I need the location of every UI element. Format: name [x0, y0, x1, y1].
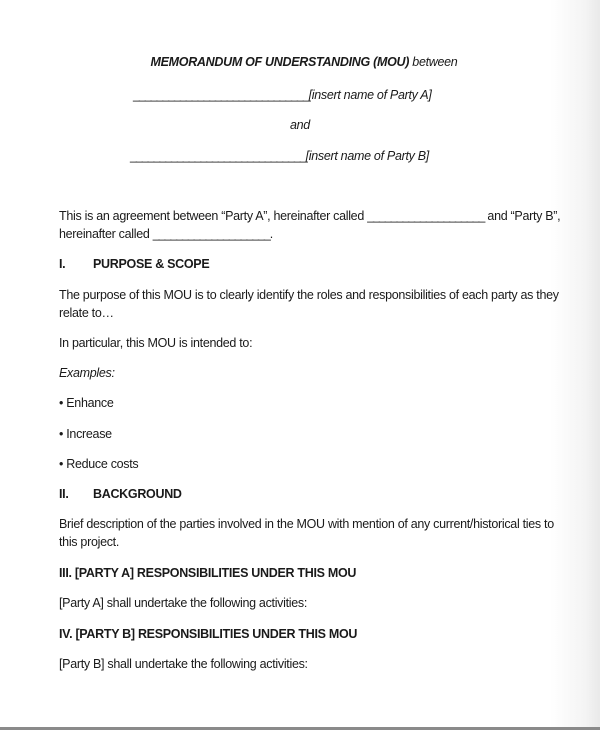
section-title: [PARTY A] RESPONSIBILITIES UNDER THIS MOU — [74, 566, 357, 580]
page-edge-shadow — [550, 0, 600, 730]
intro-blank-1: ____________________ — [367, 209, 485, 223]
section-party-b-heading — [59, 625, 357, 643]
party-b-para: [Party B] shall undertake the following activities: — [59, 657, 308, 671]
section-purpose-heading — [59, 255, 209, 273]
document-title — [59, 53, 549, 71]
list-item: • Reduce costs — [59, 457, 139, 471]
section-title: [PARTY B] RESPONSIBILITIES UNDER THIS MOU — [75, 627, 358, 641]
party-b-name-line — [130, 147, 429, 165]
purpose-particular: In particular, this MOU is intended to: — [59, 336, 253, 350]
intro-line-2 — [59, 225, 273, 243]
section-background-heading — [59, 485, 182, 503]
intro-text-1-end: and “Party B”, — [487, 209, 561, 223]
title-between: between — [409, 55, 458, 69]
party-a-name-line — [133, 86, 432, 104]
party-a-placeholder: [insert name of Party A] — [308, 88, 432, 102]
background-para-line-1: Brief description of the parties involved in the MOU with mention of any current/historical ties to — [59, 517, 554, 531]
section-title: BACKGROUND — [93, 487, 182, 501]
intro-text-1: This is an agreement between “Party A”, hereinafter called — [59, 209, 364, 223]
section-number: I. — [59, 257, 66, 271]
intro-line-1 — [59, 207, 560, 225]
background-para-line-2: this project. — [59, 535, 120, 549]
section-number: II. — [59, 487, 69, 501]
party-b-blank: ______________________________ — [130, 149, 306, 163]
section-party-a-heading — [59, 564, 356, 582]
party-a-para: [Party A] shall undertake the following activities: — [59, 596, 308, 610]
section-title: PURPOSE & SCOPE — [93, 257, 210, 271]
examples-label: Examples: — [59, 366, 115, 380]
intro-text-2: hereinafter called — [59, 227, 150, 241]
section-number: IV. — [59, 627, 73, 641]
intro-blank-2: ____________________ — [152, 227, 270, 241]
title-bold: MEMORANDUM OF UNDERSTANDING (MOU) — [150, 55, 410, 69]
list-item: • Increase — [59, 427, 112, 441]
section-number: III. — [59, 566, 72, 580]
intro-period: . — [269, 227, 273, 241]
and-label: and — [290, 118, 310, 132]
purpose-para-line-1: The purpose of this MOU is to clearly identify the roles and responsibilities of each party as they — [59, 288, 559, 302]
list-item: • Enhance — [59, 396, 114, 410]
party-a-blank: ______________________________ — [133, 88, 309, 102]
purpose-para-line-2: relate to… — [59, 306, 114, 320]
and-text — [290, 116, 310, 134]
party-b-placeholder: [insert name of Party B] — [305, 149, 429, 163]
